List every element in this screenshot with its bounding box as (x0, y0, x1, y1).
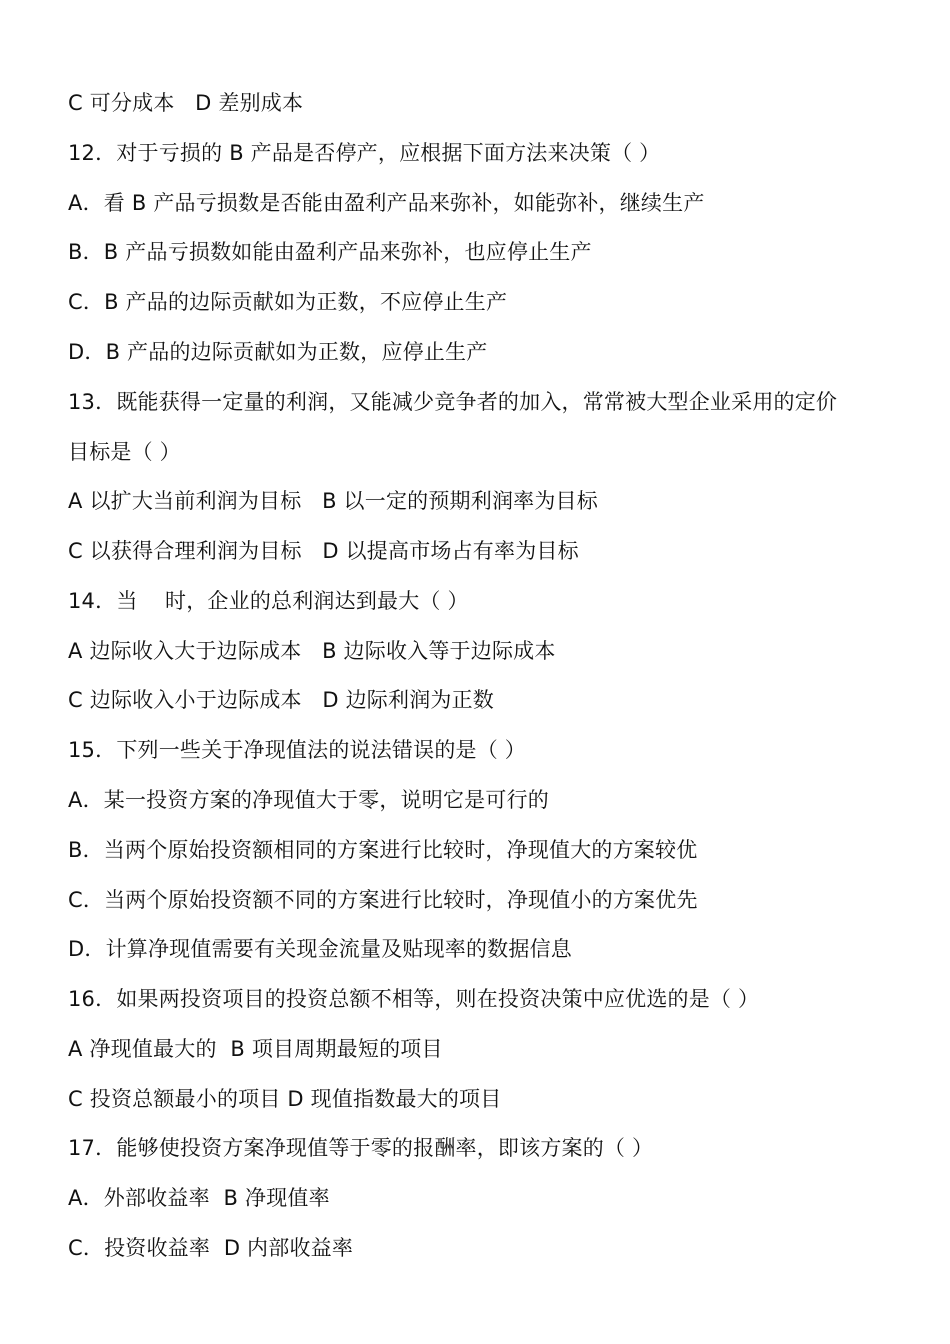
question-15: 15．下列一些关于净现值法的说法错误的是（ ） (68, 738, 526, 762)
option-line: C 边际收入小于边际成本 D 边际利润为正数 (68, 688, 495, 712)
option-line: A 净现值最大的 B 项目周期最短的项目 (68, 1037, 443, 1061)
option-line: A．某一投资方案的净现值大于零，说明它是可行的 (68, 788, 549, 812)
option-line: D．计算净现值需要有关现金流量及贴现率的数据信息 (68, 937, 572, 961)
option-line: B．B 产品亏损数如能由盈利产品来弥补，也应停止生产 (68, 240, 592, 264)
question-13-cont: 目标是（ ） (68, 440, 181, 464)
option-line: C．投资收益率 D 内部收益率 (68, 1236, 354, 1260)
question-13: 13．既能获得一定量的利润，又能减少竞争者的加入，常常被大型企业采用的定价 (68, 390, 838, 414)
option-line: C 以获得合理利润为目标 D 以提高市场占有率为目标 (68, 539, 579, 563)
option-line: B．当两个原始投资额相同的方案进行比较时，净现值大的方案较优 (68, 838, 698, 862)
question-12: 12．对于亏损的 B 产品是否停产，应根据下面方法来决策（ ） (68, 141, 661, 165)
option-line: A．看 B 产品亏损数是否能由盈利产品来弥补，如能弥补，继续生产 (68, 191, 705, 215)
question-17: 17．能够使投资方案净现值等于零的报酬率，即该方案的（ ） (68, 1136, 654, 1160)
option-line: C 投资总额最小的项目 D 现值指数最大的项目 (68, 1087, 502, 1111)
option-line: A 边际收入大于边际成本 B 边际收入等于边际成本 (68, 639, 556, 663)
question-16: 16．如果两投资项目的投资总额不相等，则在投资决策中应优选的是（ ） (68, 987, 760, 1011)
option-line: C．B 产品的边际贡献如为正数，不应停止生产 (68, 290, 508, 314)
option-line: C．当两个原始投资额不同的方案进行比较时，净现值小的方案优先 (68, 888, 698, 912)
option-line: D．B 产品的边际贡献如为正数，应停止生产 (68, 340, 488, 364)
option-line: A．外部收益率 B 净现值率 (68, 1186, 330, 1210)
option-line: A 以扩大当前利润为目标 B 以一定的预期利润率为目标 (68, 489, 598, 513)
question-14: 14．当 时，企业的总利润达到最大（ ） (68, 589, 469, 613)
text-line: C 可分成本 D 差别成本 (68, 91, 304, 115)
